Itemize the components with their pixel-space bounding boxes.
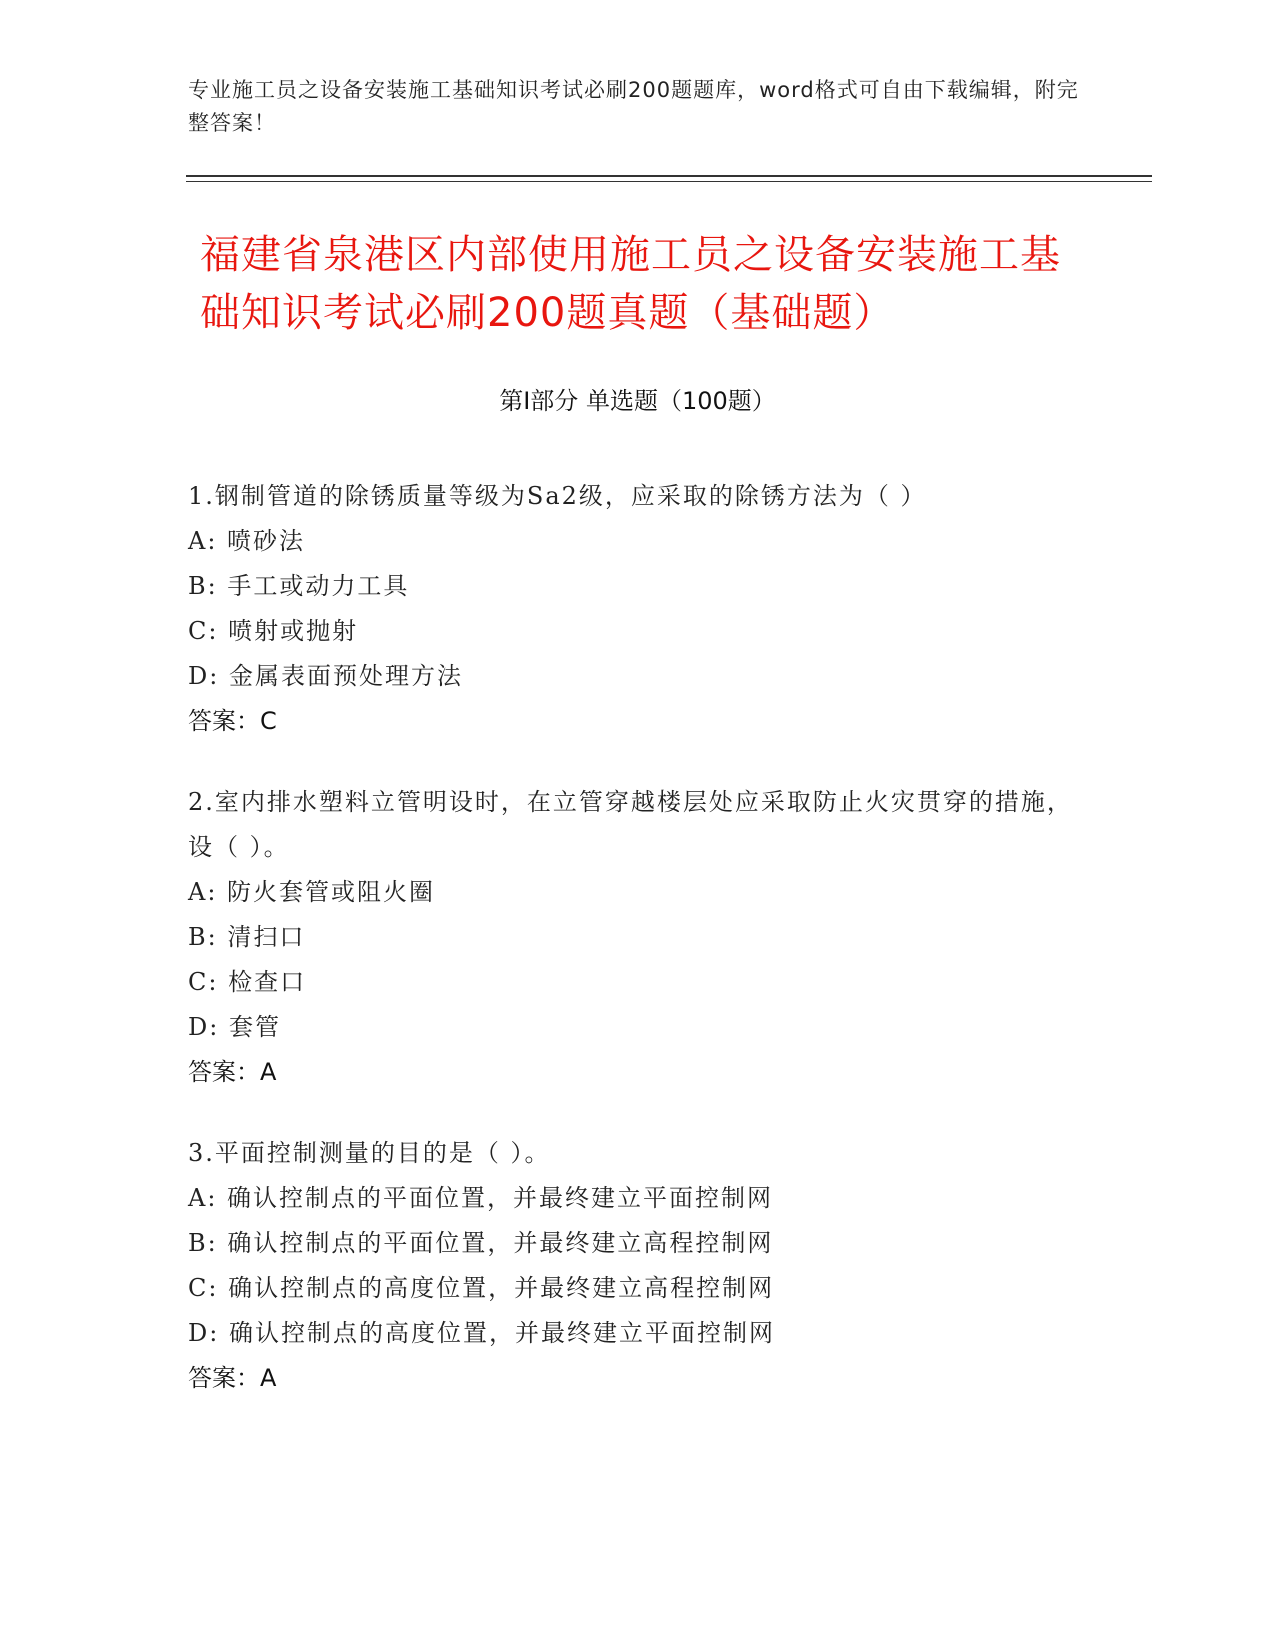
option-c: C: 检查口 [188,968,307,996]
option-a: A: 防火套管或阻火圈 [188,878,436,906]
option-d: D: 金属表面预处理方法 [188,662,463,690]
option-b: B: 手工或动力工具 [188,572,410,600]
option-b: B: 清扫口 [188,923,306,951]
document-header-note: 专业施工员之设备安装施工基础知识考试必刷200题题库，word格式可自由下载编辑，附完整答案！ [188,78,1079,135]
option-b: B: 确认控制点的平面位置，并最终建立高程控制网 [188,1229,774,1257]
header-divider-thin [186,181,1152,182]
answer-line: 答案：C [188,707,277,735]
answer-line: 答案：A [188,1364,277,1392]
answer-line: 答案：A [188,1058,277,1086]
question-2 [188,780,1088,1095]
option-c: C: 确认控制点的高度位置，并最终建立高程控制网 [188,1274,775,1302]
question-1 [188,474,1088,744]
option-a: A: 喷砂法 [188,527,306,555]
document-title: 福建省泉港区内部使用施工员之设备安装施工基础知识考试必刷200题真题（基础题） [200,232,1061,336]
question-list [188,474,1088,1437]
question-3 [188,1131,1088,1401]
section-heading: 第Ⅰ部分 单选题（100题） [499,387,776,415]
option-a: A: 确认控制点的平面位置，并最终建立平面控制网 [188,1184,774,1212]
header-divider-thick [186,175,1152,177]
option-d: D: 套管 [188,1013,281,1041]
question-stem: 3.平面控制测量的目的是（ ）。 [188,1139,551,1167]
question-stem: 1.钢制管道的除锈质量等级为Sa2级，应采取的除锈方法为（ ） [188,482,927,510]
option-d: D: 确认控制点的高度位置，并最终建立平面控制网 [188,1319,775,1347]
option-c: C: 喷射或抛射 [188,617,359,645]
question-stem: 2.室内排水塑料立管明设时，在立管穿越楼层处应采取防止火灾贯穿的措施，设（ ）。 [188,788,1073,861]
